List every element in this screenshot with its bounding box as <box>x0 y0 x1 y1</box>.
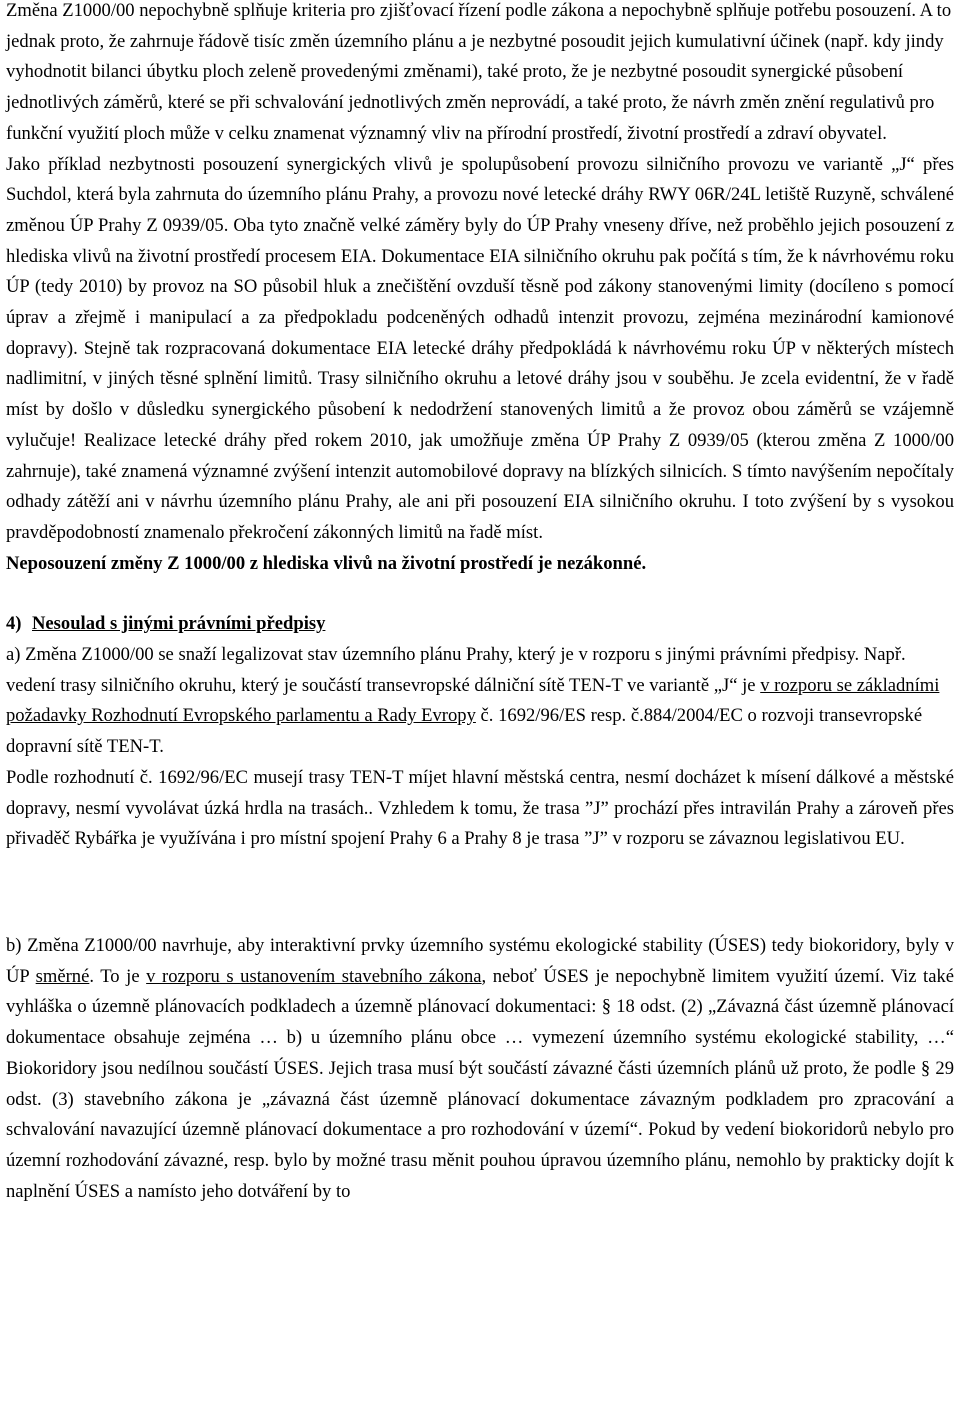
point-b-text-3: , neboť ÚSES je nepochybně limitem využití území. Viz také vyhláška o územně plánovacích podkladech a územně plánovací dokumentaci: § 18 odst. (2) „Závazná část územně plánovací dokumentace obsahuje zejména … b) u územního plánu obce … vymezení územního systému ekologické stability, …“ Biokoridory jsou nedílnou součástí ÚSES. Jejich trasa musí být součástí závazné části územních plánů už proto, že podle § 29 odst. (3) stavebního zákona je „závazná část územně plánovací dokumentace závazným podkladem pro zpracování a schvalování navazující územně plánovací dokumentace a pro rozhodování v území“. Pokud by vedení biokoridorů nebylo pro územní rozhodování závazné, resp. bylo by možné trasu měnit pouhou úpravou územního plánu, nemohlo by prakticky dojít k naplnění ÚSES a namísto jeho dotváření by to <box>6 965 954 1202</box>
point-b-underlined-2: v rozporu s ustanovením stavebního zákona <box>146 965 482 987</box>
paragraph-point-a <box>6 640 954 763</box>
paragraph-point-b <box>6 931 954 1207</box>
point-a-text-2: č. 1692/96/ES resp. č.884/2004/EC o rozvoji transevropské dopravní sítě TEN-T. <box>6 705 923 758</box>
paragraph-cumulative-impact: Změna Z1000/00 nepochybně splňuje kriteria pro zjišťovací řízení podle zákona a nepochybně splňuje potřebu posouzení. A to jednak proto, že zahrnuje řádově tisíc změn územního plánu a je nezbytné posoudit jejich kumulativní účinek (např. kdy jindy vyhodnotit bilanci úbytku ploch zeleně provedenými změnami), také proto, že je nezbytné posoudit synergické působení jednotlivých záměrů, které se při schvalování jednotlivých změn neprovádí, a také proto, že návrh změn znění regulativů pro funkční využití ploch může v celku znamenat významný vliv na přírodní prostředí, životní prostředí a zdraví obyvatel. <box>6 0 952 144</box>
point-b-text-2: . To je <box>89 965 147 987</box>
spacer <box>6 855 954 931</box>
section-title: Nesoulad s jinými právními předpisy <box>32 613 326 635</box>
point-a-underlined: v rozporu se základními požadavky Rozhodnutí Evropského parlamentu a Rady Evropy <box>6 674 940 727</box>
paragraph-decision: Podle rozhodnutí č. 1692/96/EC musejí trasy TEN-T míjet hlavní městská centra, nesmí docházet k mísení dálkové a městské dopravy, nesmí vyvolávat úzká hrdla na trasách.. Vzhledem k tomu, že trasa ”J” prochází přes intravilán Prahy a zároveň přes přivaděč Rybářka je využívána i pro místní spojení Prahy 6 a Prahy 8 je trasa ”J” v rozporu se závaznou legislativou EU. <box>6 766 954 850</box>
paragraph-synergy-example: Jako příklad nezbytnosti posouzení synergických vlivů je spolupůsobení provozu silničního provozu ve variantě „J“ přes Suchdol, která byla zahrnuta do územního plánu Prahy, a provozu nové letecké dráhy RWY 06R/24L letiště Ruzyně, schválené změnou ÚP Prahy Z 0939/05. Oba tyto značně velké záměry byly do ÚP Prahy vneseny dříve, než proběhlo jejich posouzení z hlediska vlivů na životní prostředí procesem EIA. Dokumentace EIA silničního okruhu pak počítá s tím, že k návrhovému roku ÚP (tedy 2010) by provoz na SO působil hluk a znečištění ovzduší těsně pod zákony stanovenými limity (docíleno s pomocí úprav a zřejmě i manipulací a za předpokladu podceněných odhadů intenzit provozu, zejména mezinárodní kamionové dopravy). Stejně tak rozpracovaná dokumentace EIA letecké dráhy předpokládá k návrhovému roku ÚP v některých místech nadlimitní, v jiných těsné splnění limitů. Trasy silničního okruhu a letové dráhy jsou v souběhu. Je zcela evidentní, že v řadě míst by došlo v důsledku synergického působení k nedodržení stanovených limitů a že provoz obou záměrů se vzájemně vylučuje! Realizace letecké dráhy před rokem 2010, jak umožňuje změna ÚP Prahy Z 0939/05 (kterou změna Z 1000/00 zahrnuje), také znamená významné zvýšení intenzit automobilové dopravy na blízkých silnicích. S tímto navýšením nepočítaly odhady zátěží ani v návrhu územního plánu Prahy, ale ani při posouzení EIA silničního okruhu. I toto zvýšení by s vysokou pravděpodobností znamenalo překročení zákonných limitů na řadě míst. <box>6 153 954 543</box>
point-b-text-1: b) Změna Z1000/00 navrhuje, aby interaktivní prvky územního systému ekologické stability (ÚSES) tedy biokoridory, byly v ÚP <box>6 934 954 987</box>
paragraph-conclusion: Neposouzení změny Z 1000/00 z hlediska vlivů na životní prostředí je nezákonné. <box>6 552 647 574</box>
point-b-underlined-1: směrné <box>35 965 90 987</box>
point-a-text-1: a) Změna Z1000/00 se snaží legalizovat stav územního plánu Prahy, který je v rozporu s jinými právními předpisy. Např. vedení trasy silničního okruhu, který je součástí transevropské dálniční sítě TEN-T ve variantě „J“ je <box>6 644 906 696</box>
spacer <box>6 579 954 609</box>
section-number: 4) <box>6 613 22 635</box>
section-heading <box>6 609 954 640</box>
